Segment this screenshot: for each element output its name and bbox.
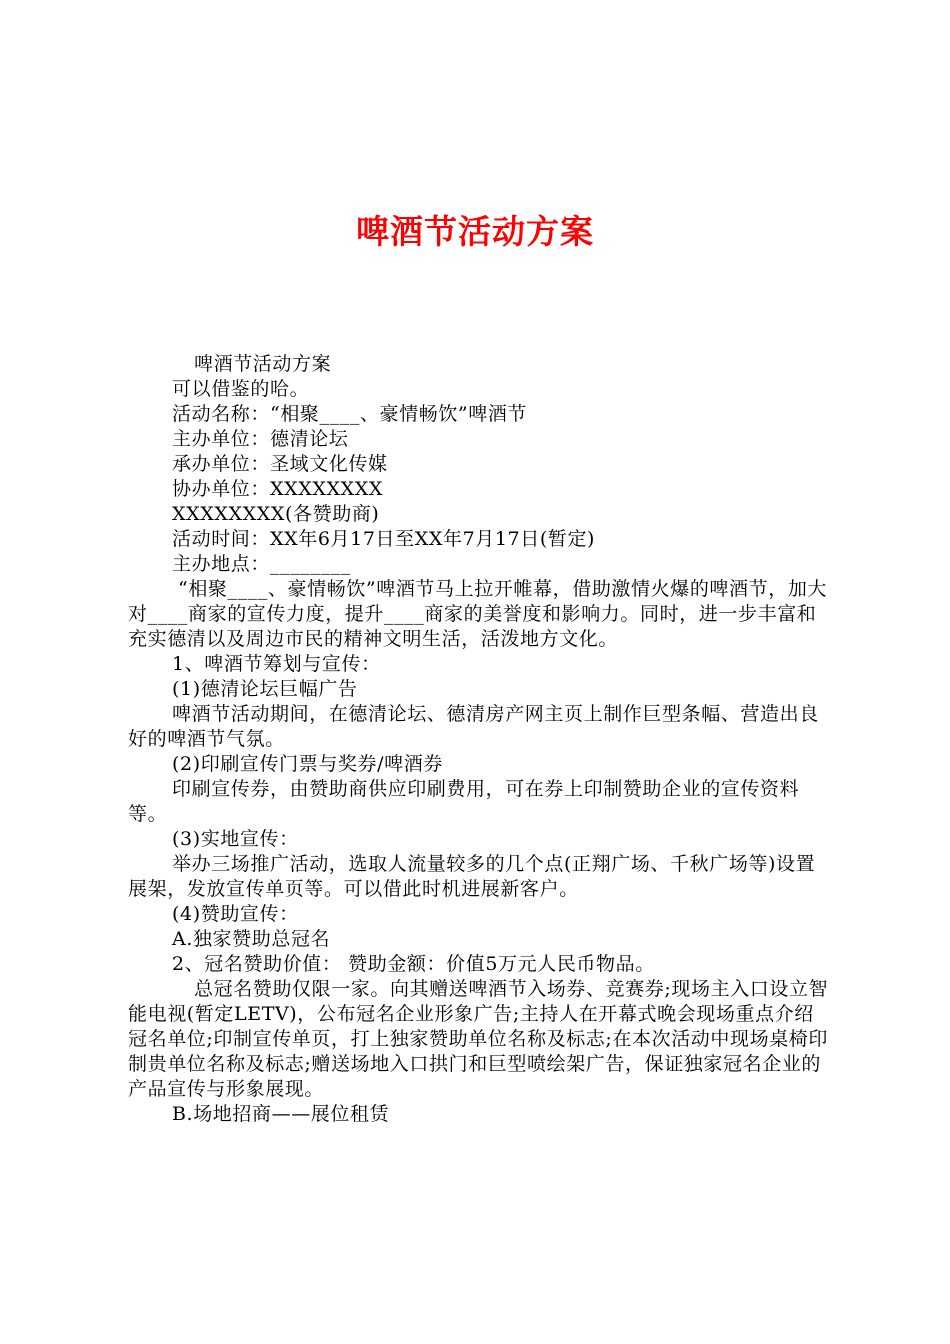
paragraph-item-2-body: 印刷宣传券，由赞助商供应印刷费用，可在券上印制赞助企业的宣传资料等。 <box>128 778 800 825</box>
paragraph-section-2-body: 总冠名赞助仅限一家。向其赠送啤酒节入场券、竞赛券;现场主入口设立智能电视(暂定LETV)，公布冠名企业形象广告;主持人在开幕式晚会现场重点介绍冠名单位;印制宣传单页，打上独家赞助单位名称及标志;在本次活动中现场桌椅印制贵单位名称及标志;赠送场地入口拱门和巨型喷绘架广告，保证独家冠名企业的产品宣传与形象展现。 <box>128 978 829 1100</box>
paragraph-undertaker: 承办单位：圣域文化传媒 <box>172 453 388 475</box>
paragraph-item-1-body: 啤酒节活动期间，在德清论坛、德清房产网主页上制作巨型条幅、营造出良好的啤酒节气氛。 <box>128 703 819 750</box>
paragraph-note: 可以借鉴的哈。 <box>172 378 310 400</box>
document-title: 啤酒节活动方案 <box>356 212 594 251</box>
paragraph-item-3-body: 举办三场推广活动，选取人流量较多的几个点(正翔广场、千秋广场等)设置展架，发放宣传单页等。可以借此时机进展新客户。 <box>128 853 816 900</box>
paragraph-organizer: 主办单位：德清论坛 <box>172 428 349 450</box>
paragraph-subtitle: 啤酒节活动方案 <box>194 353 332 375</box>
paragraph-intro: “相聚____、豪情畅饮”啤酒节马上拉开帷幕，借助激情火爆的啤酒节，加大对____商家的宣传力度，提升____商家的美誉度和影响力。同时，进一步丰富和充实德清以及周边市民的精神文明生活，活泼地方文化。 <box>128 578 828 650</box>
paragraph-item-1: (1)德清论坛巨幅广告 <box>172 678 358 700</box>
paragraph-event-name: 活动名称：“相聚____、豪情畅饮”啤酒节 <box>172 403 528 425</box>
paragraph-item-b: B.场地招商——展位租赁 <box>172 1103 390 1125</box>
document-body <box>128 352 832 1127</box>
paragraph-section-2: 2、冠名赞助价值： 赞助金额：价值5万元人民币物品。 <box>172 953 655 975</box>
paragraph-section-1: 1、啤酒节筹划与宣传： <box>172 653 381 675</box>
paragraph-co-organizer: 协办单位：XXXXXXXX <box>172 478 384 500</box>
paragraph-event-time: 活动时间：XX年6月17日至XX年7月17日(暂定) <box>172 528 596 550</box>
paragraph-item-a: A.独家赞助总冠名 <box>172 928 331 950</box>
paragraph-item-2: (2)印刷宣传门票与奖券/啤酒券 <box>172 753 443 775</box>
paragraph-item-4: (4)赞助宣传： <box>172 903 299 925</box>
paragraph-item-3: (3)实地宣传： <box>172 828 299 850</box>
paragraph-venue: 主办地点：________ <box>172 553 351 575</box>
paragraph-sponsors: XXXXXXXX(各赞助商) <box>172 503 380 525</box>
